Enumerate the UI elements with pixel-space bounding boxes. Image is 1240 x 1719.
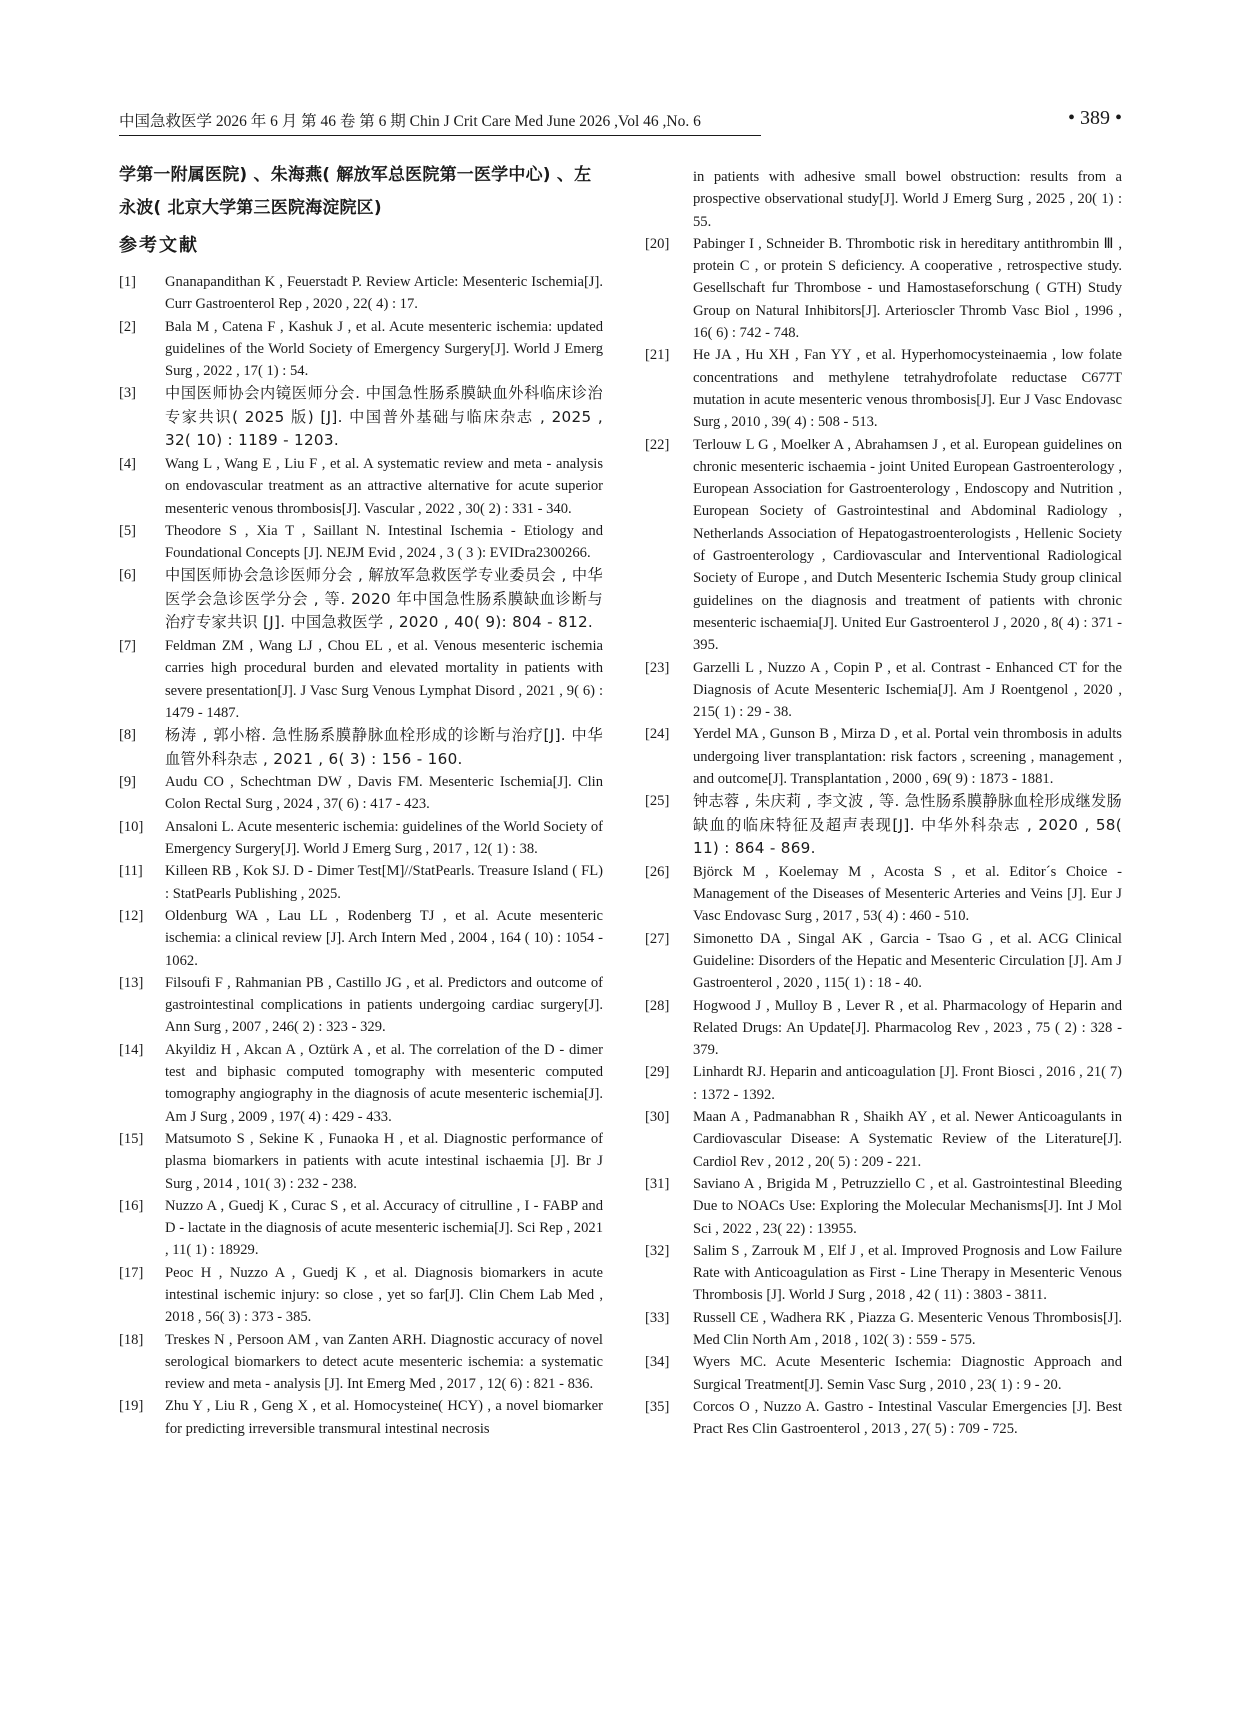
reference-item: [119, 564, 603, 635]
reference-text: Wang L , Wang E , Liu F , et al. A systematic review and meta - analysis on endovascular treatment as an attractive alternative for acute superior mesenteric venous thrombosis[J]. Vascular , 2022 , 30( 2) : 331 - 340.: [165, 455, 603, 517]
reference-text: Ansaloni L. Acute mesenteric ischemia: guidelines of the World Society of Emergency Surgery[J]. World J Emerg Surg , 2017 , 12( 1) : 38.: [165, 818, 603, 858]
reference-number: [3]: [119, 385, 137, 402]
reference-number: [35]: [645, 1398, 670, 1415]
reference-number: [8]: [119, 727, 137, 744]
reference-text: Bala M , Catena F , Kashuk J , et al. Acute mesenteric ischemia: updated guidelines of the World Society of Emergency Surgery[J]. World J Emerg Surg , 2022 , 17( 1) : 54.: [165, 318, 603, 380]
reference-number: [24]: [645, 726, 670, 743]
page-number: • 389 •: [1067, 107, 1122, 129]
reference-text: Yerdel MA , Gunson B , Mirza D , et al. Portal vein thrombosis in adults undergoing liver transplantation: risk factors , screening , management , and outcome[J]. Transplantation , 2000 , 69( 9) : 1873 - 1881.: [693, 726, 1122, 788]
reference-text: Salim S , Zarrouk M , Elf J , et al. Improved Prognosis and Low Failure Rate with Anticoagulation as First - Line Therapy in Mesenteric Venous Thrombosis [J]. World J Surg , 2018 , 42 ( 11) : 3803 - 3811.: [693, 1242, 1122, 1304]
reference-number: [28]: [645, 997, 670, 1014]
reference-item: [119, 635, 603, 724]
reference-number: [22]: [645, 436, 670, 453]
reference-number: [10]: [119, 818, 144, 835]
reference-item: [645, 166, 1122, 233]
reference-number: [13]: [119, 974, 144, 991]
reference-number: [17]: [119, 1264, 144, 1281]
reference-text: 钟志蓉 , 朱庆莉 , 李文波 , 等. 急性肠系膜静脉血栓形成继发肠缺血的临床特征及超声表现[J]. 中华外科杂志 , 2020 , 58( 11) : 864 - 869.: [693, 792, 1122, 858]
reference-text: Treskes N , Persoon AM , van Zanten ARH. Diagnostic accuracy of novel serological biomarkers to detect acute mesenteric ischemia: a systematic review and meta - analysis [J]. Int Emerg Med , 2017 , 12( 6) : 821 - 836.: [165, 1331, 603, 1393]
reference-number: [6]: [119, 567, 137, 584]
reference-item: [119, 972, 603, 1039]
reference-text: Terlouw L G , Moelker A , Abrahamsen J , et al. European guidelines on chronic mesenteric ischaemia - joint United European Gastroenterology , European Association for Gastroenterology , Endoscopy and Nutrition , European Society of Gastrointestinal and Abdominal Radiology , Netherlands Association of Hepatogastroenterologists , Hellenic Society of Gastroenterology , Cardiovascular and Interventional Radiological Society of Europe , and Dutch Mesenteric Ischemia Study group clinical guidelines on the diagnosis and treatment of patients with chronic mesenteric ischaemia[J]. United Eur Gastroenterol J , 2020 , 8( 4) : 371 - 395.: [693, 436, 1122, 654]
reference-number: [15]: [119, 1130, 144, 1147]
reference-text: Russell CE , Wadhera RK , Piazza G. Mesenteric Venous Thrombosis[J]. Med Clin North Am , 2018 , 102( 3) : 559 - 575.: [693, 1309, 1122, 1349]
reference-text: Zhu Y , Liu R , Geng X , et al. Homocysteine( HCY) , a novel biomarker for predicting irreversible transmural intestinal necrosis: [165, 1398, 603, 1437]
reference-number: [31]: [645, 1175, 670, 1192]
reference-number: [7]: [119, 637, 137, 654]
reference-text: He JA , Hu XH , Fan YY , et al. Hyperhomocysteinaemia , low folate concentrations and methylene tetrahydrofolate reductase C677T mutation in acute mesenteric venous thrombosis[J]. Eur J Vasc Endovasc Surg , 2010 , 39( 4) : 508 - 513.: [693, 347, 1122, 431]
reference-item: [119, 724, 603, 771]
reference-item: [119, 860, 603, 905]
reference-text: in patients with adhesive small bowel obstruction: results from a prospective observational study[J]. World J Emerg Surg , 2025 , 20( 1) : 55.: [693, 169, 1122, 230]
reference-text: Wyers MC. Acute Mesenteric Ischemia: Diagnostic Approach and Surgical Treatment[J]. Semin Vasc Surg , 2010 , 23( 1) : 9 - 20.: [693, 1354, 1122, 1393]
reference-list-left: [119, 271, 603, 1440]
reference-number: [9]: [119, 774, 137, 791]
reference-number: [20]: [645, 235, 670, 252]
reference-text: 中国医师协会急诊医师分会 , 解放军急救医学专业委员会 , 中华医学会急诊医学分会 , 等. 2020 年中国急性肠系膜缺血诊断与治疗专家共识 [J]. 中国急救医学 , 2020 , 40( 9): 804 - 812.: [165, 566, 603, 632]
journal-line: 中国急救医学 2026 年 6 月 第 46 卷 第 6 期 Chin J Crit Care Med June 2026 ,Vol 46 ,No. 6: [119, 113, 701, 130]
reference-text: Simonetto DA , Singal AK , Garcia - Tsao G , et al. ACG Clinical Guideline: Disorders of the Hepatic and Mesenteric Circulation [J]. Am J Gastroenterol , 2020 , 115( 1) : 18 - 40.: [693, 930, 1122, 992]
reference-number: [23]: [645, 659, 670, 676]
reference-text: Pabinger I , Schneider B. Thrombotic risk in hereditary antithrombin Ⅲ , protein C , or protein S deficiency. A cooperative , retrospective study. Gesellschaft fur Thrombose - und Hamostaseforschung ( GTH) Study Group on Natural Inhibitors[J]. Arterioscler Thromb Vasc Biol , 1996 , 16( 6) : 742 - 748.: [693, 235, 1122, 342]
reference-text: Gnanapandithan K , Feuerstadt P. Review Article: Mesenteric Ischemia[J]. Curr Gastroenterol Rep , 2020 , 22( 4) : 17.: [165, 274, 603, 313]
header-rule: [119, 135, 761, 136]
reference-item: [119, 1128, 603, 1195]
reference-item: [645, 995, 1122, 1062]
reference-number: [34]: [645, 1354, 670, 1371]
reference-number: [33]: [645, 1309, 670, 1326]
reference-text: Filsoufi F , Rahmanian PB , Castillo JG , et al. Predictors and outcome of gastrointestinal complications in patients undergoing cardiac surgery[J]. Ann Surg , 2007 , 246( 2) : 323 - 329.: [165, 974, 603, 1036]
reference-number: [26]: [645, 863, 670, 880]
reference-number: [19]: [119, 1398, 144, 1415]
reference-item: [119, 1395, 603, 1440]
reference-text: 杨涛 , 郭小榕. 急性肠系膜静脉血栓形成的诊断与治疗[J]. 中华血管外科杂志 , 2021 , 6( 3) : 156 - 160.: [165, 726, 603, 768]
reference-number: [18]: [119, 1331, 144, 1348]
running-head: [119, 107, 1122, 132]
left-column: [119, 159, 603, 1440]
reference-number: [16]: [119, 1197, 144, 1214]
reference-number: [29]: [645, 1064, 670, 1081]
continuation-text: 学第一附属医院) 、朱海燕( 解放军总医院第一医学中心) 、左永波( 北京大学第三医院海淀院区): [119, 165, 592, 218]
reference-number: [21]: [645, 347, 670, 364]
reference-item: [119, 1195, 603, 1262]
reference-number: [27]: [645, 930, 670, 947]
reference-item: [119, 453, 603, 520]
reference-item: [119, 771, 603, 816]
reference-list-right: [645, 166, 1122, 1441]
reference-item: [119, 1262, 603, 1329]
reference-item: [645, 1351, 1122, 1396]
reference-item: [645, 1106, 1122, 1173]
reference-text: Linhardt RJ. Heparin and anticoagulation [J]. Front Biosci , 2016 , 21( 7) : 1372 - 1392.: [693, 1064, 1122, 1103]
reference-number: [2]: [119, 318, 137, 335]
reference-number: [25]: [645, 793, 670, 810]
reference-number: [14]: [119, 1041, 144, 1058]
reference-item: [645, 1173, 1122, 1240]
reference-text: Hogwood J , Mulloy B , Lever R , et al. Pharmacology of Heparin and Related Drugs: An Update[J]. Pharmacolog Rev , 2023 , 75 ( 2) : 328 - 379.: [693, 997, 1122, 1059]
reference-item: [119, 1039, 603, 1128]
reference-text: Saviano A , Brigida M , Petruzziello C , et al. Gastrointestinal Bleeding Due to NOACs Use: Exploring the Molecular Mechanisms[J]. Int J Mol Sci , 2022 , 23( 22) : 13955.: [693, 1175, 1122, 1237]
reference-text: Nuzzo A , Guedj K , Curac S , et al. Accuracy of citrulline , I - FABP and D - lactate in the diagnosis of acute mesenteric ischemia[J]. Sci Rep , 2021 , 11( 1) : 18929.: [165, 1197, 603, 1259]
reference-text: 中国医师协会内镜医师分会. 中国急性肠系膜缺血外科临床诊治专家共识( 2025 版) [J]. 中国普外基础与临床杂志 , 2025 , 32( 10) : 1189 - 1203.: [165, 384, 603, 450]
reference-number: [5]: [119, 522, 137, 539]
reference-text: Akyildiz H , Akcan A , Oztürk A , et al. The correlation of the D - dimer test and biphasic computed tomography with mesenteric computed tomography angiography in the diagnosis of acute mesenteric ischemia[J]. Am J Surg , 2009 , 197( 4) : 429 - 433.: [165, 1041, 603, 1125]
reference-number: [32]: [645, 1242, 670, 1259]
reference-text: Feldman ZM , Wang LJ , Chou EL , et al. Venous mesenteric ischemia carries high procedural burden and elevated mortality in patients with severe presentation[J]. J Vasc Surg Venous Lymphat Disord , 2021 , 9( 6) : 1479 - 1487.: [165, 637, 603, 721]
reference-item: [645, 1396, 1122, 1441]
reference-number: [4]: [119, 455, 137, 472]
reference-item: [119, 271, 603, 316]
reference-item: [645, 233, 1122, 344]
reference-number: [12]: [119, 907, 144, 924]
reference-item: [119, 1329, 603, 1396]
references-heading: 参考文献: [119, 235, 199, 256]
reference-item: [645, 790, 1122, 861]
reference-text: Björck M , Koelemay M , Acosta S , et al. Editor´s Choice - Management of the Diseases of Mesenteric Arteries and Veins [J]. Eur J Vasc Endovasc Surg , 2017 , 53( 4) : 460 - 510.: [693, 863, 1122, 925]
reference-item: [645, 1061, 1122, 1106]
reference-text: Corcos O , Nuzzo A. Gastro - Intestinal Vascular Emergencies [J]. Best Pract Res Clin Gastroenterol , 2013 , 27( 5) : 709 - 725.: [693, 1398, 1122, 1438]
reference-text: Oldenburg WA , Lau LL , Rodenberg TJ , et al. Acute mesenteric ischemia: a clinical review [J]. Arch Intern Med , 2004 , 164 ( 10) : 1054 - 1062.: [165, 907, 603, 969]
reference-item: [645, 434, 1122, 657]
reference-item: [119, 816, 603, 861]
reference-item: [645, 1307, 1122, 1352]
reference-item: [645, 1240, 1122, 1307]
reference-text: Peoc H , Nuzzo A , Guedj K , et al. Diagnosis biomarkers in acute intestinal ischemic injury: so close , yet so far[J]. Clin Chem Lab Med , 2018 , 56( 3) : 373 - 385.: [165, 1264, 603, 1326]
right-column: [645, 166, 1122, 1441]
reference-number: [645, 166, 693, 233]
reference-item: [645, 928, 1122, 995]
reference-text: Maan A , Padmanabhan R , Shaikh AY , et al. Newer Anticoagulants in Cardiovascular Disease: A Systematic Review of the Literature[J]. Cardiol Rev , 2012 , 20( 5) : 209 - 221.: [693, 1109, 1122, 1170]
reference-text: Garzelli L , Nuzzo A , Copin P , et al. Contrast - Enhanced CT for the Diagnosis of Acute Mesenteric Ischemia[J]. Am J Roentgenol , 2020 , 215( 1) : 29 - 38.: [693, 659, 1122, 721]
reference-item: [645, 861, 1122, 928]
reference-item: [119, 382, 603, 453]
reference-text: Audu CO , Schechtman DW , Davis FM. Mesenteric Ischemia[J]. Clin Colon Rectal Surg , 2024 , 37( 6) : 417 - 423.: [165, 774, 603, 813]
reference-item: [119, 905, 603, 972]
reference-number: [30]: [645, 1109, 670, 1126]
reference-text: Theodore S , Xia T , Saillant N. Intestinal Ischemia - Etiology and Foundational Concepts [J]. NEJM Evid , 2024 , 3 ( 3 ): EVIDra2300266.: [165, 522, 603, 562]
reference-item: [645, 723, 1122, 790]
reference-item: [645, 344, 1122, 433]
reference-text: Matsumoto S , Sekine K , Funaoka H , et al. Diagnostic performance of plasma biomarkers in patients with acute intestinal ischaemia [J]. Br J Surg , 2014 , 101( 3) : 232 - 238.: [165, 1130, 603, 1192]
reference-item: [119, 316, 603, 383]
reference-text: Killeen RB , Kok SJ. D - Dimer Test[M]//StatPearls. Treasure Island ( FL) : StatPearls Publishing , 2025.: [165, 863, 603, 902]
reference-item: [645, 657, 1122, 724]
reference-number: [1]: [119, 274, 137, 290]
reference-item: [119, 520, 603, 565]
reference-number: [11]: [119, 863, 143, 880]
